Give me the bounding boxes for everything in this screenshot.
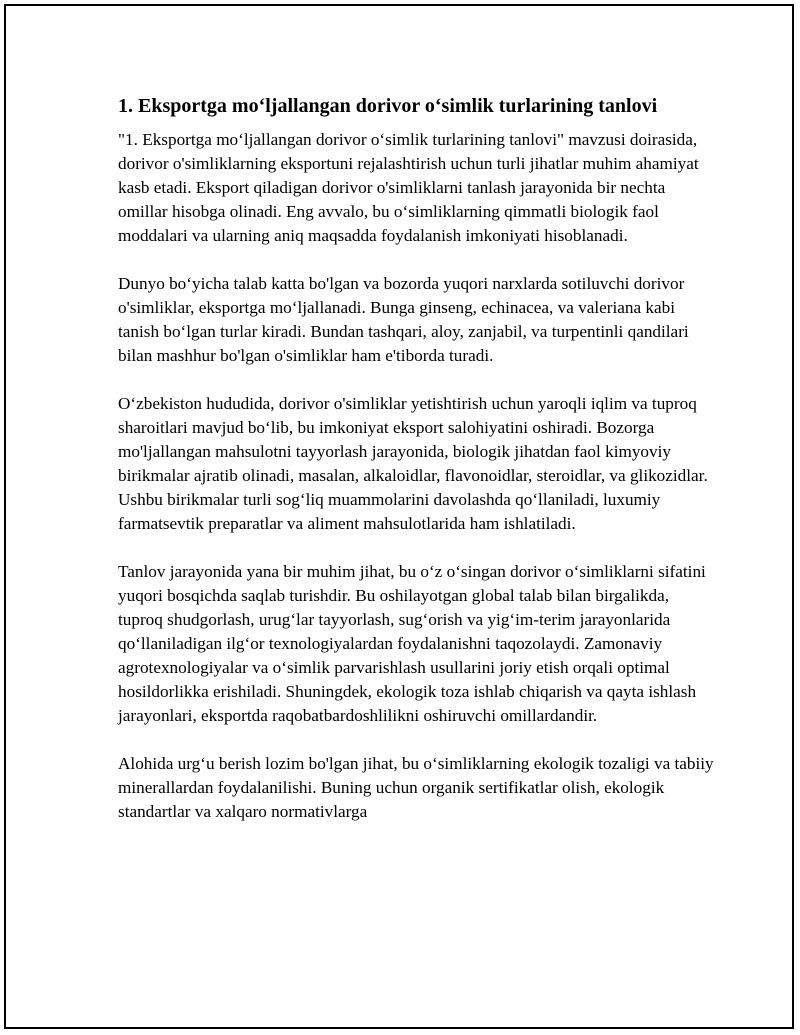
paragraph-2: Dunyo bo‘yicha talab katta bo'lgan va bozorda yuqori narxlarda sotiluvchi dorivor o'simliklar, eksportga mo‘ljallanadi. Bunga ginseng, echinacea, va valeriana kabi tanish bo‘lgan turlar kiradi. Bundan tashqari, aloy, zanjabil, va turpentinli qandilari bilan mashhur bo'lgan o'simliklar ham e'tiborda turadi. <box>118 274 689 365</box>
paragraph-5: Alohida urg‘u berish lozim bo'lgan jihat, bu o‘simliklarning ekologik tozaligi va tabiiy minerallardan foydalanilishi. Buning uchun organik sertifikatlar olish, ekologik standartlar va xalqaro normativlarga <box>118 754 714 821</box>
paragraph-3: O‘zbekiston hududida, dorivor o'simliklar yetishtirish uchun yaroqli iqlim va tuproq sharoitlari mavjud bo‘lib, bu imkoniyat eksport salohiyatini oshiradi. Bozorga mo'ljallangan mahsulotni tayyorlash jarayonida, biologik jihatdan faol kimyoviy birikmalar ajratib olinadi, masalan, alkaloidlar, flavonoidlar, steroidlar, va glikozidlar. Ushbu birikmalar turli sog‘liq muammolarini davolashda qo‘llaniladi, luxumiy farmatsevtik preparatlar va aliment mahsulotlarida ham ishlatiladi. <box>118 394 708 533</box>
document-title: 1. Eksportga mo‘ljallangan dorivor o‘simlik turlarining tanlovi <box>118 95 658 117</box>
document-body <box>118 92 718 824</box>
paragraph-1: "1. Eksportga mo‘ljallangan dorivor o‘simlik turlarining tanlovi" mavzusi doirasida, dorivor o'simliklarning eksportuni rejalashtirish uchun turli jihatlar muhim ahamiyat kasb etadi. Eksport qiladigan dorivor o'simliklarni tanlash jarayonida bir nechta omillar hisobga olinadi. Eng avvalo, bu o‘simliklarning qimmatli biologik faol moddalari va ularning aniq maqsadda foydalanish imkoniyati hisoblanadi. <box>118 130 699 245</box>
paragraph-4: Tanlov jarayonida yana bir muhim jihat, bu o‘z o‘singan dorivor o‘simliklarni sifatini yuqori bosqichda saqlab turishdir. Bu oshilayotgan global talab bilan birgalikda, tuproq shudgorlash, urug‘lar tayyorlash, sug‘orish va yig‘im-terim jarayonlarida qo‘llaniladigan ilg‘or texnologiyalardan foydalanishni taqozolaydi. Zamonaviy agrotexnologiyalar va o‘simlik parvarishlash usullarini joriy etish orqali optimal hosildorlikka erishiladi. Shuningdek, ekologik toza ishlab chiqarish va qayta ishlash jarayonlari, eksportda raqobatbardoshlilikni oshiruvchi omillardandir. <box>118 562 706 725</box>
